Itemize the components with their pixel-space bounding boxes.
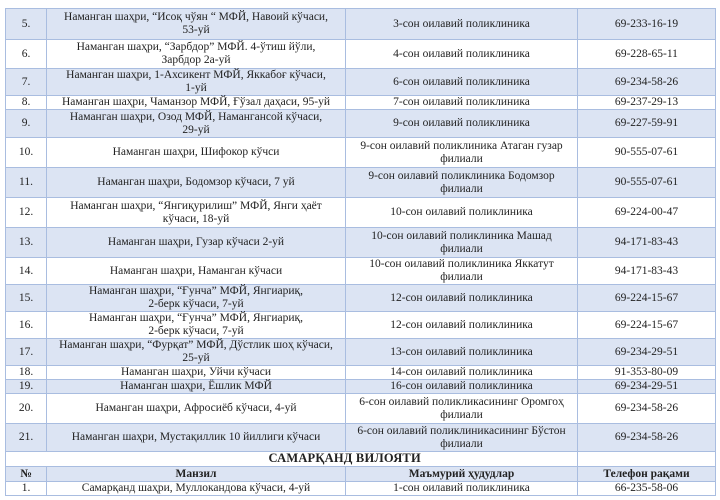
institution-cell-line1: 3-сон оилавий поликлиника: [393, 17, 530, 30]
row-number: 8.: [6, 96, 47, 110]
institution-cell: [346, 285, 578, 312]
institution-cell-line1: 9-сон оилавий поликлиника Атаган гузар: [360, 139, 563, 152]
institution-cell: [346, 258, 578, 285]
row-number: 15.: [6, 285, 47, 312]
row-number: 1.: [6, 482, 47, 496]
row-number: 14.: [6, 258, 47, 285]
address-cell: [47, 228, 346, 258]
row-number: 21.: [6, 424, 47, 452]
institution-cell: [346, 366, 578, 380]
institution-cell-line1: 16-сон оилавий поликлиника: [390, 380, 533, 392]
address-cell-line1: Наманган шаҳри, Гузар кўчаси 2-уй: [107, 236, 285, 248]
address-cell: [47, 110, 346, 138]
institution-cell-line1: 13-сон оилавий поликлиника: [390, 345, 533, 358]
institution-cell: [346, 69, 578, 96]
institution-cell: [346, 339, 578, 366]
institution-cell-line2: филиали: [440, 152, 483, 165]
table-row: [6, 9, 716, 40]
table-row: [6, 168, 716, 198]
address-cell-line1: Наманган шаҳри, 1-Ахсикент МФЙ, Яккабоғ кўчаси,: [66, 69, 326, 81]
table-row: [6, 394, 716, 424]
phone-cell: 69-234-29-51: [578, 380, 716, 394]
phone-cell: 94-171-83-43: [578, 228, 716, 258]
institution-cell-line1: 9-сон оилавий поликлиника: [393, 117, 530, 129]
row-number: 6.: [6, 40, 47, 69]
table-row: [6, 69, 716, 96]
institution-cell: [346, 312, 578, 339]
table-row: [6, 258, 716, 285]
address-cell: [47, 69, 346, 96]
table-row: [6, 138, 716, 168]
institution-cell-line2: филиали: [440, 408, 483, 421]
institution-cell-line1: 4-сон оилавий поликлиника: [393, 47, 530, 60]
row-number: 11.: [6, 168, 47, 198]
phone-cell: 90-555-07-61: [578, 138, 716, 168]
address-cell-line1: Наманган шаҳри, Афросиёб кўчаси, 4-уй: [95, 402, 297, 414]
header-address: Манзил: [47, 467, 346, 482]
phone-cell: 69-234-58-26: [578, 69, 716, 96]
institution-cell-line1: 9-сон оилавий поликлиника Бодомзор: [368, 169, 555, 182]
institution-cell: [346, 168, 578, 198]
polyclinic-table: [5, 8, 716, 496]
institution-cell-line1: 10-сон оилавий поликлиника Машад: [371, 229, 552, 242]
institution-cell-line2: филиали: [440, 242, 483, 255]
row-number: 5.: [6, 9, 47, 40]
phone-cell: 69-227-59-91: [578, 110, 716, 138]
row-number: 16.: [6, 312, 47, 339]
row-number: 9.: [6, 110, 47, 138]
phone-cell: 69-228-65-11: [578, 40, 716, 69]
phone-cell: 90-555-07-61: [578, 168, 716, 198]
address-cell-line2: 29-уй: [182, 123, 210, 136]
address-cell: [47, 198, 346, 228]
address-cell-line2: 53-уй: [182, 24, 210, 36]
address-cell: [47, 40, 346, 69]
institution-cell: [346, 380, 578, 394]
table-row: [6, 110, 716, 138]
institution-cell: [346, 96, 578, 110]
row-number: 7.: [6, 69, 47, 96]
address-cell-line1: Наманган шаҳри, Наманган кўчаси: [109, 264, 283, 277]
section-empty: [578, 452, 716, 467]
table-row: [6, 228, 716, 258]
address-cell-line1: Наманган шаҳри, Чаманзор МФЙ, Ғўзал даҳаси, 95-уй: [62, 96, 330, 108]
header-phone: Телефон рақами: [578, 467, 716, 482]
institution-cell: [346, 228, 578, 258]
table-row: [6, 482, 716, 496]
phone-cell: 69-237-29-13: [578, 96, 716, 110]
institution-cell-line1: 14-сон оилавий поликлиника: [390, 366, 533, 378]
address-cell-line1: Наманган шаҳри, Мустақиллик 10 йиллиги кўчаси: [71, 431, 321, 443]
section-title-cell: [268, 451, 578, 467]
institution-cell-line1: 12-сон оилавий поликлиника: [390, 318, 533, 331]
address-cell-line1: Наманган шаҳри, “Ғунча” МФЙ, Янгиариқ,: [89, 312, 303, 324]
address-cell-line2: 1-уй: [185, 82, 207, 94]
header-num: №: [6, 467, 47, 482]
address-cell: [47, 424, 346, 452]
institution-cell: [346, 110, 578, 138]
header-row: [6, 467, 716, 482]
address-cell-line1: Наманган шаҳри, “Исоқ чўян “ МФЙ, Навоий кўчаси,: [64, 11, 328, 23]
phone-cell: 66-235-58-06: [578, 482, 716, 496]
address-cell-line1: Наманган шаҳри, “Ғунча” МФЙ, Янгиариқ,: [89, 285, 303, 297]
phone-cell: 94-171-83-43: [578, 258, 716, 285]
address-cell-line2: 2-берк кўчаси, 7-уй: [148, 298, 244, 310]
phone-cell: 69-234-58-26: [578, 394, 716, 424]
address-cell: [47, 285, 346, 312]
institution-cell-line2: филиали: [440, 271, 483, 283]
table-row: [6, 198, 716, 228]
row-number: 17.: [6, 339, 47, 366]
row-number: 10.: [6, 138, 47, 168]
institution-cell-line1: 6-сон оилавий поликлиникасининг Бўстон: [357, 424, 566, 437]
address-cell-line2: кўчаси, 18-уй: [162, 212, 230, 225]
address-cell-line1: Наманган шаҳри, “Фурқат” МФЙ, Дўстлик шоҳ кўчаси,: [59, 339, 333, 351]
row-number: 12.: [6, 198, 47, 228]
table-row: [6, 380, 716, 394]
address-cell-line1: Наманган шаҳри, “Янгиқурилиш” МФЙ, Янги ҳаёт: [70, 199, 322, 212]
section-title: САМАРҚАНД ВИЛОЯТИ: [268, 451, 421, 465]
section-row: [6, 452, 716, 467]
institution-cell: 1-сон оилавий поликлиника: [346, 482, 578, 496]
address-cell-line1: Наманган шаҳри, Ёшлик МФЙ: [120, 380, 272, 392]
phone-cell: 69-224-00-47: [578, 198, 716, 228]
address-cell: Самарқанд шаҳри, Муллокандова кўчаси, 4-уй: [47, 482, 346, 496]
address-cell-line2: 25-уй: [182, 352, 210, 364]
institution-cell-line1: 6-сон оилавий поликликасининг Оромгоҳ: [359, 395, 564, 408]
address-cell: [47, 96, 346, 110]
address-cell: [47, 258, 346, 285]
institution-cell-line1: 7-сон оилавий поликлиника: [393, 96, 530, 108]
institution-cell: [346, 198, 578, 228]
address-cell: [47, 312, 346, 339]
row-number: 18.: [6, 366, 47, 380]
row-number: 13.: [6, 228, 47, 258]
row-number: 20.: [6, 394, 47, 424]
table-row: [6, 366, 716, 380]
institution-cell: [346, 394, 578, 424]
address-cell-line2: 2-берк кўчаси, 7-уй: [148, 325, 244, 337]
row-number: 19.: [6, 380, 47, 394]
address-cell-line1: Наманган шаҳри, Бодомзор кўчаси, 7 уй: [97, 176, 295, 188]
address-cell: [47, 394, 346, 424]
address-cell-line1: Наманган шаҳри, Уйчи кўчаси: [120, 366, 272, 378]
header-institution: Маъмурий ҳудудлар: [346, 467, 578, 482]
phone-cell: 91-353-80-09: [578, 366, 716, 380]
address-cell: [47, 9, 346, 40]
table-row: [6, 339, 716, 366]
address-cell: [47, 380, 346, 394]
address-cell-line1: Наманган шаҳри, Озод МФЙ, Намангансой кўчаси,: [69, 110, 323, 123]
table-row: [6, 96, 716, 110]
address-cell: [47, 366, 346, 380]
institution-cell-line1: 12-сон оилавий поликлиника: [390, 291, 533, 304]
institution-cell-line1: 6-сон оилавий поликлиника: [393, 75, 530, 88]
institution-cell: [346, 424, 578, 452]
phone-cell: 69-224-15-67: [578, 285, 716, 312]
table-row: [6, 285, 716, 312]
institution-cell-line1: 10-сон оилавий поликлиника Яккатут: [369, 258, 554, 270]
address-cell-line1: Наманган шаҳри, Шифокор кўчси: [112, 146, 280, 158]
table-row: [6, 424, 716, 452]
address-cell-line2: Зарбдор 2а-уй: [161, 54, 231, 66]
phone-cell: 69-234-29-51: [578, 339, 716, 366]
phone-cell: 69-224-15-67: [578, 312, 716, 339]
phone-cell: 69-234-58-26: [578, 424, 716, 452]
phone-cell: 69-233-16-19: [578, 9, 716, 40]
institution-cell-line2: филиали: [440, 182, 483, 195]
institution-cell-line1: 10-сон оилавий поликлиника: [390, 206, 533, 218]
institution-cell: [346, 40, 578, 69]
institution-cell: [346, 9, 578, 40]
institution-cell-line2: филиали: [440, 437, 483, 450]
institution-cell: [346, 138, 578, 168]
address-cell: [47, 168, 346, 198]
table-row: [6, 40, 716, 69]
address-cell: [47, 339, 346, 366]
address-cell: [47, 138, 346, 168]
address-cell-line1: Наманган шаҳри, “Зарбдор” МФЙ. 4-ўтиш йўли,: [76, 41, 316, 53]
table-row: [6, 312, 716, 339]
